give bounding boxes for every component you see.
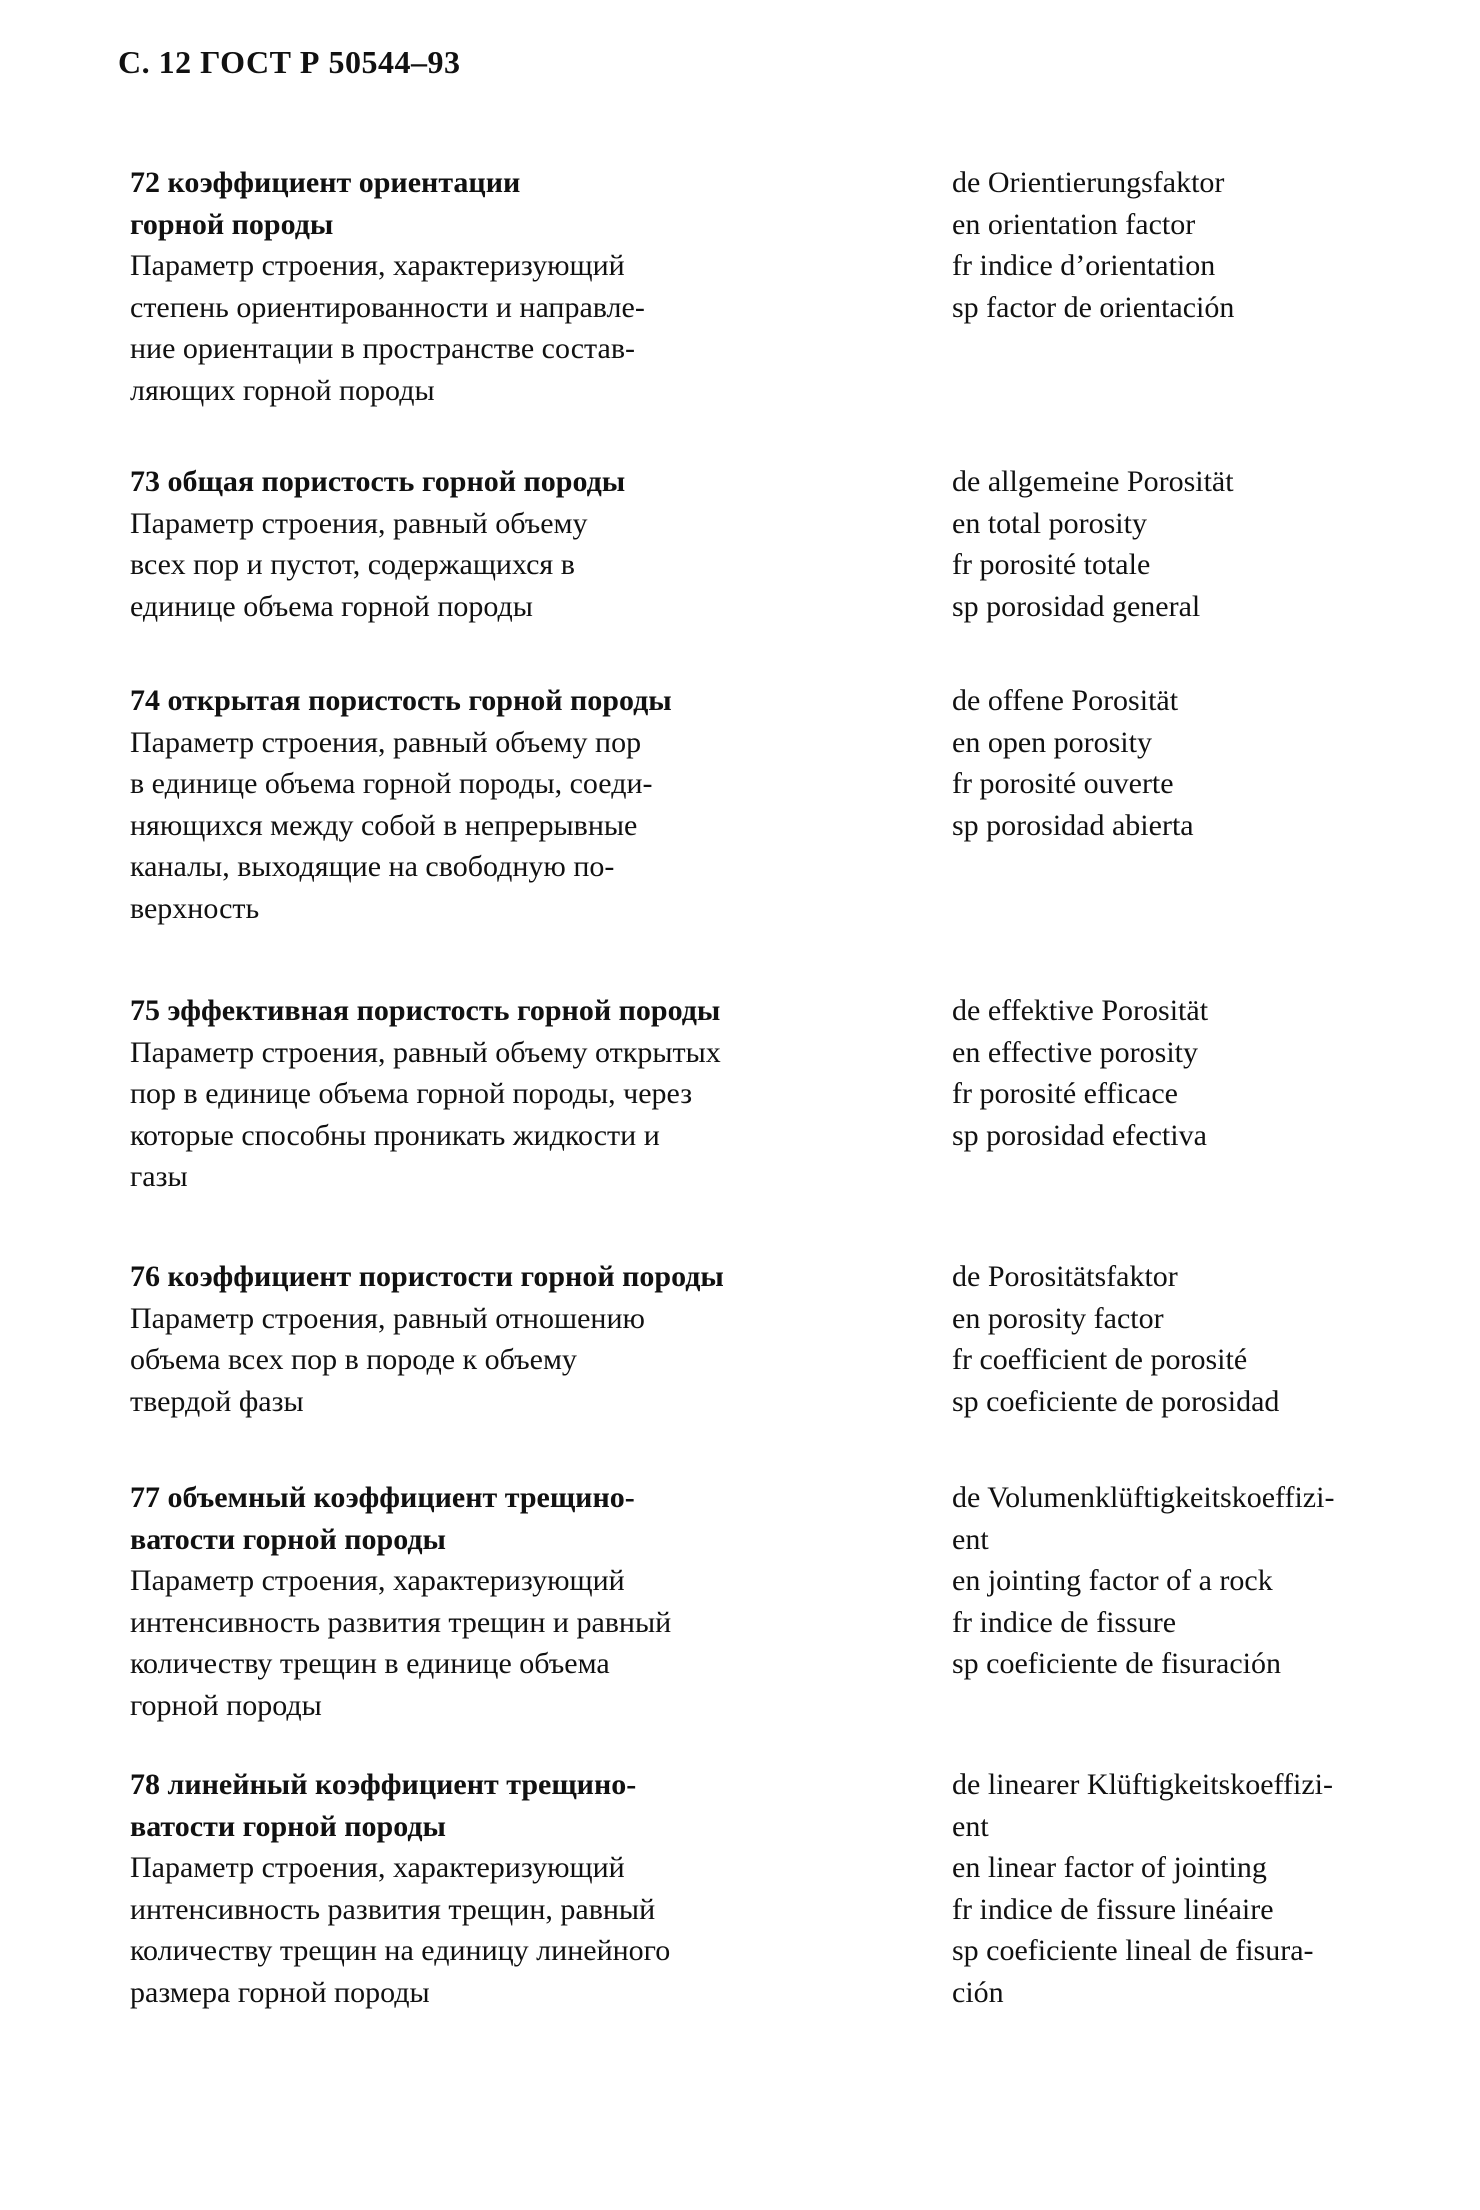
russian-column — [130, 162, 890, 411]
translation-en: en porosity factor — [952, 1301, 1164, 1335]
translation-sp: sp porosidad abierta — [952, 808, 1194, 842]
definition-line: количеству трещин в единице объема — [130, 1647, 610, 1680]
term-title: 77 объемный коэффициент трещино- — [130, 1481, 635, 1514]
translation-en: en jointing factor of a rock — [952, 1564, 1273, 1597]
definition-line: верхность — [130, 891, 260, 925]
translation-en: en effective porosity — [952, 1035, 1199, 1069]
translation-de: de offene Porosität — [952, 684, 1179, 717]
translation-fr: fr indice de fissure — [952, 1605, 1177, 1639]
translation-en: en total porosity — [952, 506, 1147, 540]
definition-line: Параметр строения, характеризующий — [130, 249, 625, 282]
russian-column — [130, 461, 890, 627]
page-header: С. 12 ГОСТ Р 50544–93 — [118, 44, 461, 80]
russian-column — [130, 990, 890, 1198]
definition-line: Параметр строения, равный отношению — [130, 1301, 645, 1335]
translations-column — [952, 162, 1452, 328]
term-title: ватости горной породы — [130, 1522, 446, 1556]
translation-sp-continued: ción — [952, 1975, 1004, 2009]
translation-fr: fr porosité ouverte — [952, 767, 1174, 800]
definition-line: горной породы — [130, 1688, 322, 1722]
russian-column — [130, 1256, 890, 1422]
russian-column — [130, 1477, 890, 1726]
definition-line: интенсивность развития трещин, равный — [130, 1892, 656, 1926]
term-title: 72 коэффициент ориентации — [130, 166, 521, 199]
definition-line: няющихся между собой в непрерывные — [130, 808, 638, 842]
translation-fr: fr coefficient de porosité — [952, 1343, 1248, 1376]
definition-line: ляющих горной породы — [130, 373, 435, 407]
definition-line: Параметр строения, характеризующий — [130, 1564, 625, 1597]
definition-line: в единице объема горной породы, соеди- — [130, 767, 653, 800]
translations-column — [952, 461, 1452, 627]
definition-line: единице объема горной породы — [130, 589, 533, 623]
translation-sp: sp coeficiente de fisuración — [952, 1647, 1282, 1680]
translation-fr: fr porosité efficace — [952, 1077, 1178, 1110]
translations-column — [952, 680, 1452, 846]
translation-sp: sp coeficiente lineal de fisura- — [952, 1934, 1314, 1967]
definition-line: каналы, выходящие на свободную по- — [130, 850, 615, 883]
translation-de: de Porositätsfaktor — [952, 1260, 1178, 1293]
term-title: 73 общая пористость горной породы — [130, 465, 626, 498]
translation-en: en linear factor of jointing — [952, 1851, 1267, 1884]
translation-sp: sp porosidad efectiva — [952, 1118, 1207, 1152]
term-title: горной породы — [130, 207, 334, 241]
definition-line: пор в единице объема горной породы, через — [130, 1077, 693, 1110]
definition-line: твердой фазы — [130, 1384, 304, 1418]
translations-column — [952, 1764, 1452, 2013]
definition-line: Параметр строения, равный объему открытых — [130, 1035, 721, 1069]
translations-column — [952, 1477, 1452, 1685]
term-title: 74 открытая пористость горной породы — [130, 684, 672, 717]
term-title: 76 коэффициент пористости горной породы — [130, 1260, 724, 1293]
translation-en: en orientation factor — [952, 207, 1196, 241]
definition-line: Параметр строения, характеризующий — [130, 1851, 625, 1884]
translation-de: de Orientierungsfaktor — [952, 166, 1225, 199]
russian-column — [130, 1764, 890, 2013]
translation-en: en open porosity — [952, 725, 1152, 759]
translations-column — [952, 990, 1452, 1156]
translation-de: de Volumenklüftigkeitskoeffizi- — [952, 1481, 1335, 1514]
definition-line: степень ориентированности и направле- — [130, 290, 645, 324]
translation-de-continued: ent — [952, 1809, 989, 1843]
translation-sp: sp coeficiente de porosidad — [952, 1384, 1280, 1418]
russian-column — [130, 680, 890, 929]
definition-line: размера горной породы — [130, 1975, 430, 2009]
term-title: 78 линейный коэффициент трещино- — [130, 1768, 637, 1801]
translations-column — [952, 1256, 1452, 1422]
translation-fr: fr porosité totale — [952, 548, 1151, 581]
definition-line: которые способны проникать жидкости и — [130, 1118, 660, 1152]
term-title: ватости горной породы — [130, 1809, 446, 1843]
translation-de: de linearer Klüftigkeitskoeffizi- — [952, 1768, 1333, 1801]
definition-line: всех пор и пустот, содержащихся в — [130, 548, 575, 581]
definition-line: Параметр строения, равный объему пор — [130, 725, 642, 759]
translation-de: de allgemeine Porosität — [952, 465, 1234, 498]
translation-de: de effektive Porosität — [952, 994, 1209, 1027]
definition-line: ние ориентации в пространстве состав- — [130, 332, 635, 365]
term-title: 75 эффективная пористость горной породы — [130, 994, 721, 1027]
definition-line: Параметр строения, равный объему — [130, 506, 588, 540]
translation-de-continued: ent — [952, 1522, 989, 1556]
definition-line: газы — [130, 1160, 188, 1193]
translation-sp: sp porosidad general — [952, 589, 1201, 623]
translation-fr: fr indice d’orientation — [952, 249, 1216, 282]
definition-line: объема всех пор в породе к объему — [130, 1343, 577, 1376]
definition-line: интенсивность развития трещин и равный — [130, 1605, 672, 1639]
definition-line: количеству трещин на единицу линейного — [130, 1934, 671, 1967]
translation-fr: fr indice de fissure linéaire — [952, 1892, 1274, 1926]
translation-sp: sp factor de orientación — [952, 290, 1235, 324]
